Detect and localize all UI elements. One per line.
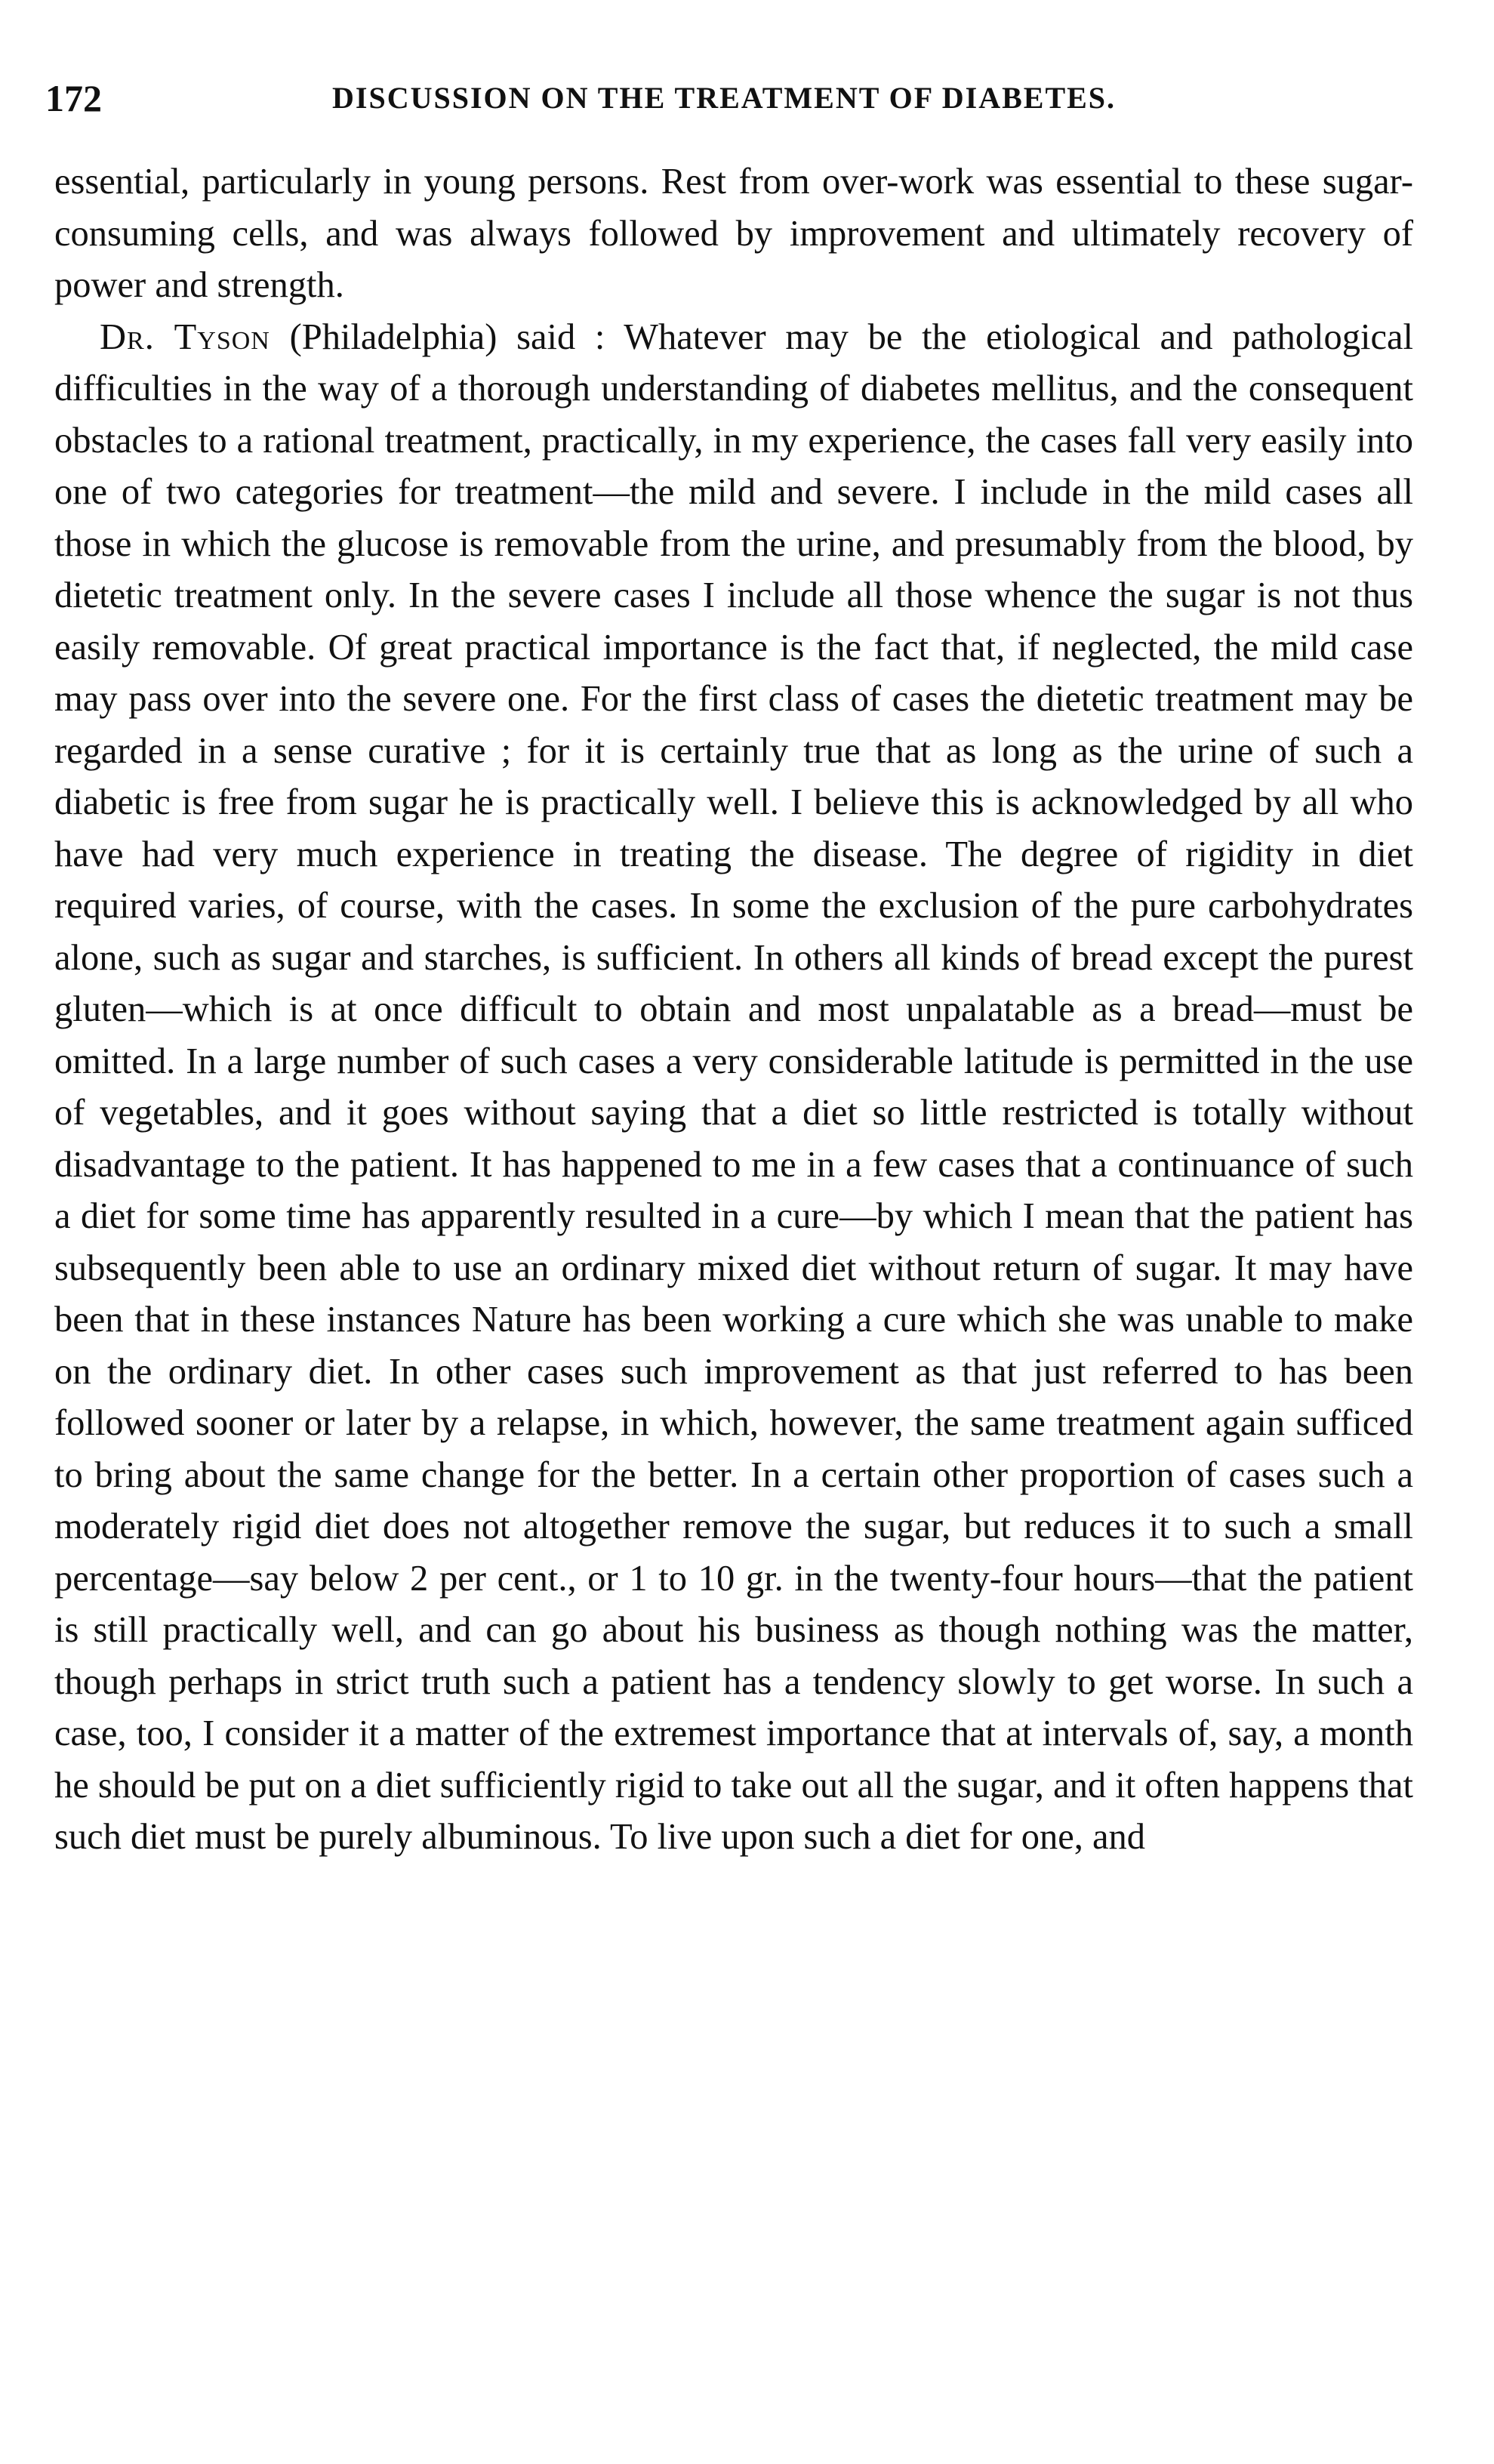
page-header	[45, 76, 1412, 121]
paragraph-text: essential, particularly in young persons. Rest from over-work was essential to these sugar-consuming cells, and was always followed by improvement and ultimately recovery of power and strength.	[54, 162, 1413, 305]
page-number: 172	[45, 77, 102, 119]
body-text	[54, 156, 1413, 2392]
paragraph-continuation	[54, 156, 1413, 312]
running-title: DISCUSSION ON THE TREATMENT OF DIABETES.	[332, 81, 1117, 115]
speaker-name: Dr. Tyson	[100, 316, 270, 357]
paragraph-text: (Philadelphia) said : Whatever may be the etiological and pathological difficulties in the way of a thorough understanding of diabetes mellitus, and the consequent obstacles to a rational treatment, practically, in my experience, the cases fall very easily into one of two categories for treatment—the mild and severe. I include in the mild cases all those in which the glucose is removable from the urine, and presumably from the blood, by dietetic treatment only. In the severe cases I include all those whence the sugar is not thus easily removable. Of great practical importance is the fact that, if neglected, the mild case may pass over into the severe one. For the first class of cases the dietetic treatment may be regarded in a sense curative ; for it is certainly true that as long as the urine of such a diabetic is free from sugar he is practically well. I believe this is acknowledged by all who have had very much experience in treating the disease. The degree of rigidity in diet required varies, of course, with the cases. In some the exclusion of the pure carbohydrates alone, such as sugar and starches, is sufficient. In others all kinds of bread except the purest gluten—which is at once difficult to obtain and most unpalatable as a bread—must be omitted. In a large number of such cases a very considerable latitude is permitted in the use of vegetables, and it goes without saying that a diet so little restricted is totally without disadvantage to the patient. It has happened to me in a few cases that a continuance of such a diet for some time has apparently resulted in a cure—by which I mean that the patient has subsequently been able to use an ordinary mixed diet without return of sugar. It may have been that in these instances Nature has been working a cure which she was unable to make on the ordinary diet. In other cases such improvement as that just referred to has been followed sooner or later by a relapse, in which, however, the same treatment again sufficed to bring about the same change for the better. In a certain other proportion of cases such a moderately rigid diet does not altogether remove the sugar, but reduces it to such a small percentage—say below 2 per cent., or 1 to 10 gr. in the twenty-four hours—that the patient is still practically well, and can go about his business as though nothing was the matter, though perhaps in strict truth such a patient has a tendency slowly to get worse. In such a case, too, I consider it a matter of the extremest importance that at intervals of, say, a month he should be put on a diet sufficiently rigid to take out all the sugar, and it often happens that such diet must be purely albuminous. To live upon such a diet for one, and	[54, 316, 1413, 1857]
paragraph-tyson	[54, 312, 1413, 1864]
